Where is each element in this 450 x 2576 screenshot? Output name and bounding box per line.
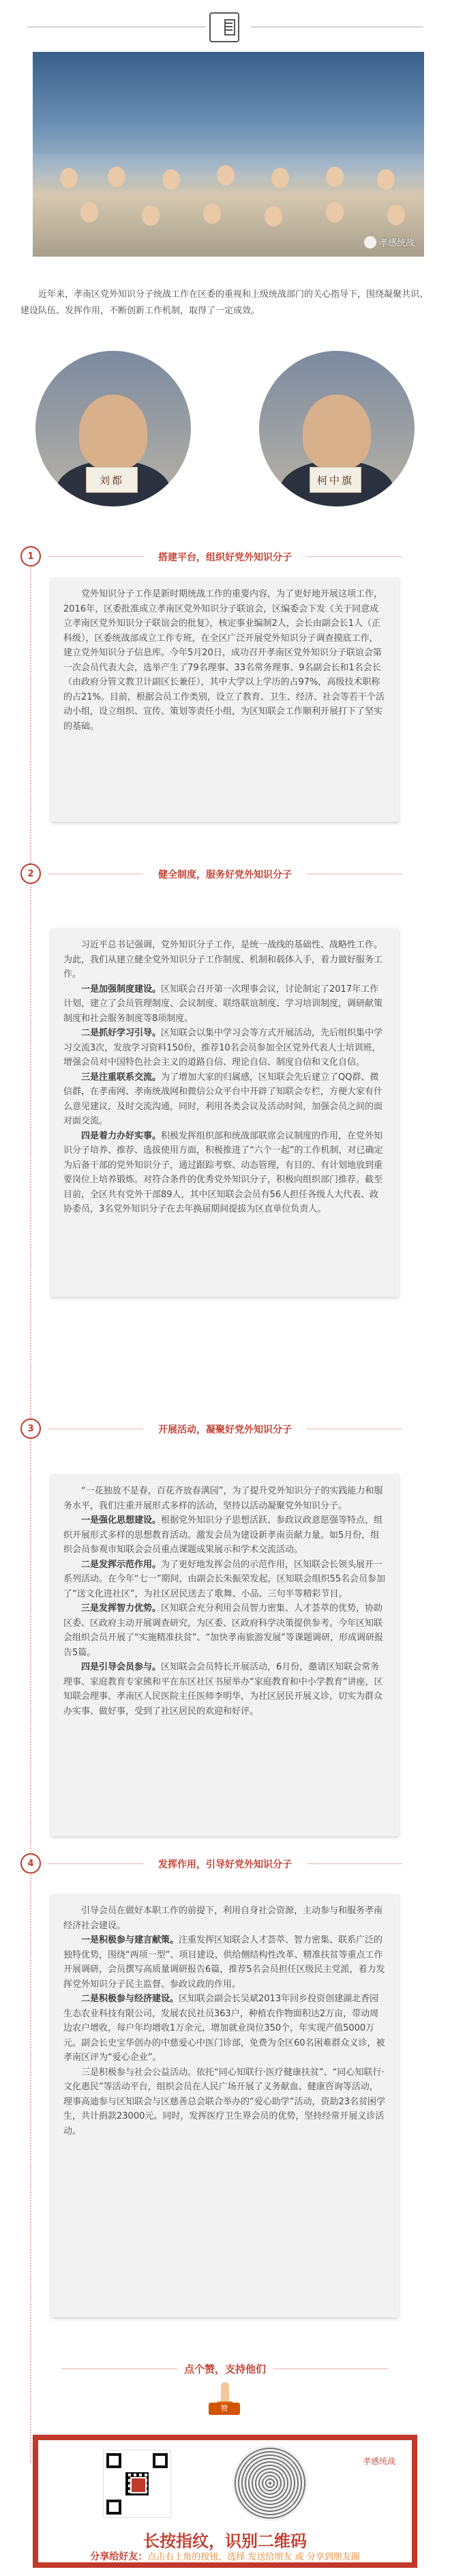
paragraph-heading: 四是着力办好实事。: [81, 1130, 162, 1141]
name-card: 柯中旗: [310, 467, 361, 493]
section-paragraph: 一是积极参与建言献策。注重发挥区知联会人才荟萃、智力密集、联系广泛的独特优势，围绕“两项一型”、项目建设、供给侧结构性改革、精准扶贫等重点工作开展调研，会员撰写高质量调研报告6篇，推荐5名会员担任区级民主党派，着力发挥党外知识分子民主监督、参政议政的作用。: [63, 1935, 385, 1990]
qr-footer: [33, 2435, 417, 2568]
like-sign: 赞: [209, 2403, 240, 2415]
section-number-badge: 2: [20, 863, 41, 884]
section-paragraph: 二是积极参与经济建设。区知联会副会长吴斌2013年回乡投资创建湖北香园生态农业科技有限公司，发展农民社员363户，种植农作物面积达2万亩，带动周边农户增收，每户年均增收1万余元，增加就业岗位350个，年实现产值5000万元。副会长史宝华创办的中慈爱心中医门诊部，免费为全区60名困难群众义诊，被孝南区评为“爱心企业”。: [63, 1994, 385, 2063]
paragraph-heading: 二是发挥示范作用。: [81, 1559, 162, 1570]
paragraph-heading: 一是积极参与建言献策。: [81, 1935, 179, 1945]
section-paragraph: 三是发挥智力优势。区知联会充分利用会员智力密集、人才荟萃的优势，协助区委、区政府主动开展调查研究，为区委、区政府科学决策提供参考。今年区知联会组织会员开展了“实施精准扶贫”、“加快孝南旅游发展”等课题调研，形成调研报告5篇。: [63, 1603, 383, 1658]
section-paragraph: 三是注重联系交流。为了增加大家的归属感，区知联会先后建立了QQ群、微信群，在孝南网、孝南统战网和微信公众平台中开辟了知联会专栏，方便大家有什么意见建议，及时交流沟通，同时，利用各类会议及活动时间，加强会员之间的面对面交流。: [63, 1072, 383, 1126]
section-paragraph: 一是强化思想建设。根据党外知识分子思想活跃、参政议政意愿强等特点，组织开展形式多样的思想教育活动。激发会员为建设新孝南贡献力量。如5月份，组织会员参观市知联会会员重点课题成果展示和学术交流活动。: [63, 1515, 383, 1555]
section-paragraph: “一花独放不是春，百花齐放春满园”，为了提升党外知识分子的实践能力和服务水平，我们注重开展形式多样的活动，坚持以活动凝聚党外知识分子。: [63, 1486, 383, 1511]
section-divider: [307, 556, 402, 557]
support-text: 点个赞，支持他们: [183, 2363, 266, 2375]
fingerprint-icon[interactable]: [232, 2446, 308, 2521]
name-card: 刘都: [86, 467, 138, 493]
portrait-right: [259, 351, 415, 506]
section-paragraph: 引导会员在做好本职工作的前提下，利用自身社会资源，主动参与和服务孝南经济社会建设。: [63, 1906, 383, 1931]
section-card: [51, 1894, 399, 2317]
section-card: [51, 928, 399, 1297]
section-title: 开展活动，凝聚好党外知识分子: [158, 1425, 292, 1435]
section-paragraph: 四是引导会员参与。区知联会会员特长开展活动，6月份，邀请区知联会常务理事、家庭教育专家熊和平在东区社区书屋举办“家庭教育和中小学教育”讲座，区知联会理事、孝南区人民医院主任医师李明华，为社区居民开展义诊，切实为群众办实事、做好事，受到了社区居民的欢迎和好评。: [63, 1662, 383, 1717]
section-paragraph: 党外知识分子工作是新时期统战工作的重要内容，为了更好地开展这项工作，2016年，区委批准成立孝南区党外知识分子联谊会，区编委会下发《关于同意成立孝南区党外知识分子联谊会的批复》，核定事业编制2人，会长由副会长1人（正科级），区委统战部成立工作专班，在全区广泛开展党外知识分子调查摸底工作，建立党外知识分子信息库。今年5月20日，成功召开孝南区党外知识分子联谊会第一次会员代表大会，选举产生了79名理事、33名常务理事、9名副会长和1名会长（由政府分管文教卫计副区长兼任），其中大学以上学历的占97%，高级技术职称的占21%。目前，根据会员工作类别，设立了教育、卫生、经济、社会等若干个活动小组，设立组织、宣传、策划等责任小组，为区知联会工作顺利开展打下了坚实的基础。: [63, 589, 385, 732]
qr-logo-icon: [130, 2477, 147, 2493]
footer-tagline: 长按指纹，识别二维码: [143, 2532, 307, 2551]
paragraph-heading: 三是注重联系交流。: [81, 1072, 162, 1083]
section-card: [51, 577, 399, 822]
paragraph-heading: 一是强化思想建设。: [81, 1515, 162, 1526]
timeline-line: [30, 552, 32, 2463]
paragraph-heading: 四是引导会员参与。: [81, 1662, 162, 1672]
brand-logo-icon: [364, 236, 376, 248]
section-title: 健全制度，服务好党外知识分子: [158, 870, 292, 881]
qr-code[interactable]: [103, 2450, 171, 2518]
section-title: 搭建平台，组织好党外知识分子: [158, 552, 292, 563]
section-number-badge: 4: [20, 1853, 41, 1874]
portrait-left: [35, 351, 191, 506]
section-divider: [307, 1863, 402, 1864]
document-icon: [209, 12, 239, 42]
paragraph-heading: 一是加强制度建设。: [81, 984, 162, 994]
paragraph-heading: 二是抓好学习引导。: [81, 1028, 162, 1038]
watermark: [364, 235, 415, 248]
section-title: 发挥作用，引导好党外知识分子: [158, 1859, 292, 1870]
share-instructions: [38, 2549, 412, 2563]
hero-meeting-photo: [33, 52, 424, 257]
section-paragraph: 三是积极参与社会公益活动。依托“同心知联行·医疗健康扶贫”、“同心知联行·文化惠民”等活动平台，组织会员在人民广场开展了义务献血、健康咨询等活动，理事高迪参与区知联会与区慈善总会联合举办的“爱心助学”活动，资助23名贫困学生，共计捐款23000元。同时，发挥医疗卫生界会员的优势，坚持经常开展义诊活动。: [63, 2067, 386, 2136]
section-paragraph: 二是抓好学习引导。区知联会以集中学习会等方式开展活动，先后组织集中学习交流3次，发放学习资料150份，推荐10名会员参加全区党外代表人士培训班，增强会员对中国特色社会主义的道路自信、理论自信、制度自信和文化自信。: [63, 1028, 383, 1068]
section-paragraph: 一是加强制度建设。区知联会召开第一次理事会议，讨论制定了2017年工作计划，建立了会员管理制度、会议制度、联络联谊制度、学习培训制度，调研献策制度和社会服务制度等8项制度。: [63, 984, 383, 1024]
intro-paragraph: 近年来，孝南区党外知识分子统战工作在区委的重视和上级统战部门的关心指导下，围绕凝聚共识、建设队伍、发挥作用，不断创新工作机制，取得了一定成效。: [20, 289, 429, 316]
paragraph-heading: 三是发挥智力优势。: [81, 1603, 162, 1614]
footer-brand: 孝感统战: [362, 2457, 395, 2466]
section-paragraph: 二是发挥示范作用。为了更好地发挥会员的示范作用，区知联会长领头展开一系列活动。在今年“七一”期间，由副会长朱振荣发起，区知联会组织55名会员参加了“送文化进社区”，为社区居民送去了歌舞、小品、三句半等精彩节目。: [63, 1559, 386, 1599]
watermark-text: 孝感统战: [378, 238, 415, 248]
section-paragraph: 习近平总书记强调，党外知识分子工作，是统一战线的基础性、战略性工作。为此，我们从建立健全党外知识分子工作制度、机制和载体入手，着力做好服务工作。: [63, 940, 383, 979]
share-text: 点击右上角的按钮，选择 发送给朋友 或 分享到朋友圈: [147, 2552, 360, 2562]
section-paragraph: 四是着力办好实事。积极发挥组织部和统战部联席会议制度的作用，在党外知识分子培养、推荐、选拔使用方面，积极推进了“六个一起”的工作机制，对已确定为后备干部的党外知识分子，通过跟踪考察、动态管理，有目的、有计划地放到重要岗位上培养锻炼。对符合条件的优秀党外知识分子，积极向组织部门推荐。截至目前，全区共有党外干部89人，其中区知联会会员有56人担任各级人大代表、政协委员，3名党外知识分子在去年换届期间提拔为区直单位负责人。: [63, 1130, 383, 1214]
like-hand-icon[interactable]: [209, 2382, 240, 2416]
section-number-badge: 1: [20, 546, 41, 567]
paragraph-heading: 二是积极参与经济建设。: [81, 1994, 179, 2004]
section-card: [51, 1474, 399, 1836]
share-label: 分享给好友：: [90, 2551, 148, 2562]
section-number-badge: 3: [20, 1418, 41, 1439]
